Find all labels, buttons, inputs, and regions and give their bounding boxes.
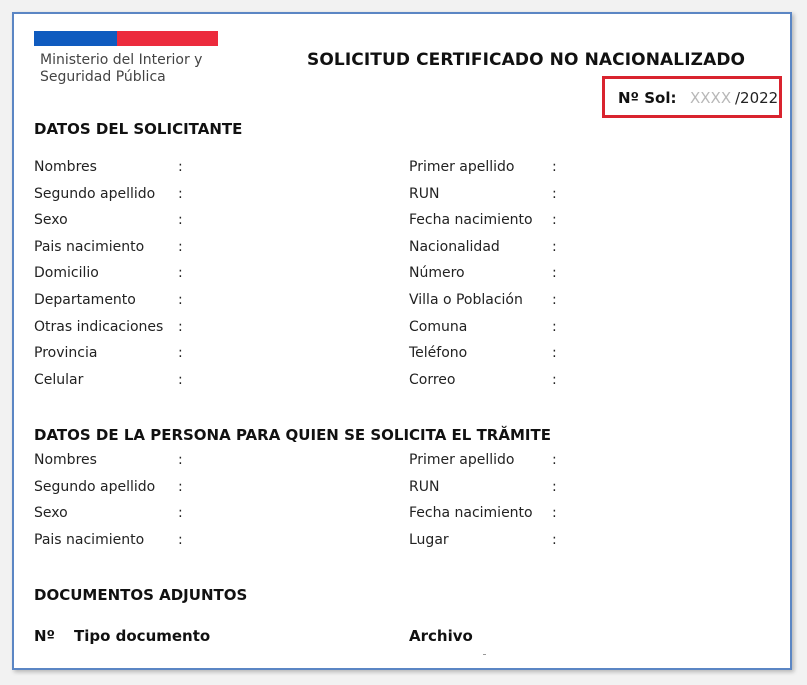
document-title: SOLICITUD CERTIFICADO NO NACIONALIZADO: [307, 50, 746, 70]
field-colon: :: [552, 531, 557, 548]
field-label: Segundo apellido: [34, 185, 156, 202]
field-label: RUN: [409, 478, 440, 495]
field-colon: :: [178, 452, 183, 468]
field-colon: :: [178, 505, 183, 522]
field-colon: :: [178, 531, 183, 548]
field-colon: :: [178, 159, 183, 175]
column-header-number: Nº: [34, 627, 56, 645]
field-label: Nombres: [34, 159, 97, 175]
field-label: Fecha nacimiento: [409, 505, 533, 522]
field-label: Fecha nacimiento: [409, 212, 533, 229]
field-colon: :: [178, 265, 183, 282]
section-title-solicitante: DATOS DEL SOLICITANTE: [34, 120, 243, 138]
solicitud-number-placeholder: XXXX: [690, 89, 732, 107]
field-colon: :: [552, 452, 557, 468]
field-colon: :: [178, 478, 183, 495]
field-label: Primer apellido: [409, 452, 515, 468]
field-label: Villa o Población: [409, 292, 523, 308]
field-label: Sexo: [34, 212, 68, 229]
field-colon: :: [552, 478, 557, 495]
column-header-archivo: Archivo: [409, 627, 473, 645]
field-label: Departamento: [34, 292, 136, 308]
solicitud-number-label: Nº Sol:: [618, 89, 677, 107]
field-label: Otras indicaciones: [34, 318, 164, 335]
field-label: Segundo apellido: [34, 478, 156, 495]
section-title-persona: DATOS DE LA PERSONA PARA QUIEN SE SOLICITA EL TRĂMITE: [34, 426, 551, 444]
field-label: Domicilio: [34, 265, 99, 282]
column-header-tipo-documento: Tipo documento: [74, 627, 211, 645]
field-label: Celular: [34, 371, 84, 388]
ministry-line-2: Seguridad Pública: [40, 69, 166, 85]
field-label: Provincia: [34, 345, 98, 362]
field-colon: :: [552, 212, 557, 229]
divider-mark: [483, 654, 486, 655]
field-colon: :: [552, 185, 557, 202]
field-colon: :: [178, 185, 183, 202]
field-colon: :: [552, 371, 557, 388]
field-colon: :: [552, 238, 557, 255]
field-label: Comuna: [409, 318, 468, 335]
field-label: Nacionalidad: [409, 238, 500, 255]
flag-blue-stripe: [34, 31, 117, 46]
field-label: Pais nacimiento: [34, 238, 145, 255]
field-label: Teléfono: [409, 345, 468, 362]
document-page: [12, 12, 792, 670]
field-colon: :: [178, 318, 183, 335]
field-colon: :: [552, 265, 557, 282]
field-colon: :: [552, 505, 557, 522]
field-label: RUN: [409, 185, 440, 202]
field-colon: :: [178, 238, 183, 255]
field-colon: :: [552, 345, 557, 362]
field-colon: :: [552, 292, 557, 308]
field-label: Pais nacimiento: [34, 531, 145, 548]
field-colon: :: [178, 292, 183, 308]
field-label: Primer apellido: [409, 159, 515, 175]
field-label: Lugar: [409, 531, 449, 548]
field-colon: :: [552, 159, 557, 175]
solicitud-number-year: /2022: [735, 89, 779, 107]
section-title-documentos: DOCUMENTOS ADJUNTOS: [34, 586, 248, 604]
field-colon: :: [178, 345, 183, 362]
ministry-line-1: Ministerio del Interior y: [40, 52, 203, 68]
field-colon: :: [552, 318, 557, 335]
field-colon: :: [178, 371, 183, 388]
field-label: Nombres: [34, 452, 97, 468]
solicitud-number-box: [602, 76, 782, 118]
field-label: Correo: [409, 371, 456, 388]
field-label: Sexo: [34, 505, 68, 522]
ministry-name: [40, 52, 202, 86]
field-colon: :: [178, 212, 183, 229]
flag-red-stripe: [117, 31, 218, 46]
government-flag-bar: [34, 31, 218, 46]
field-label: Número: [409, 265, 465, 282]
